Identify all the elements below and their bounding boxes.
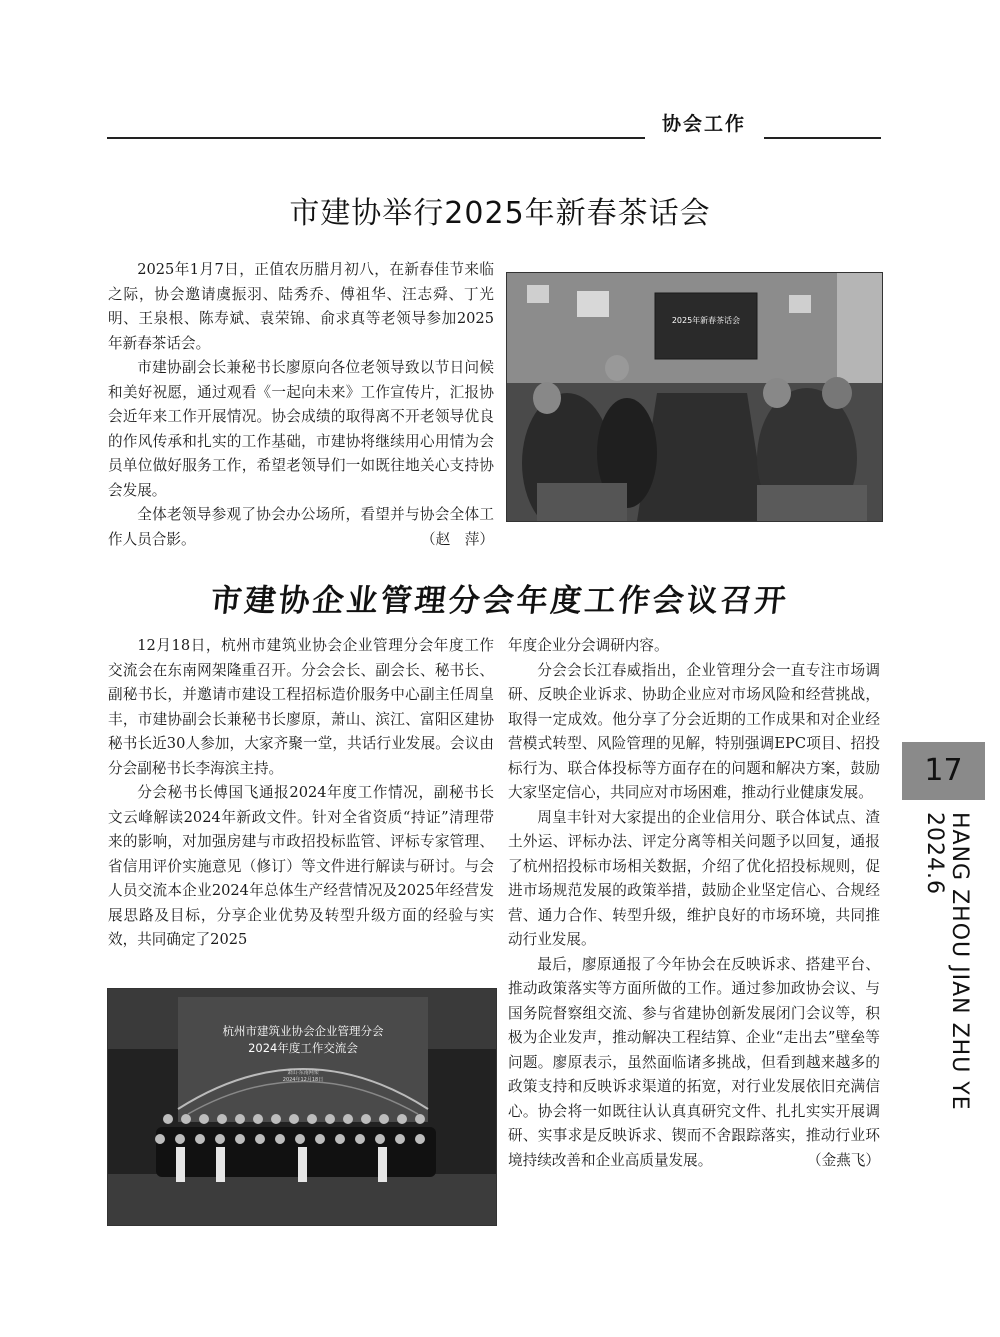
group-screen-title-line1: 杭州市建筑业协会企业管理分会: [222, 1024, 384, 1038]
article2-paragraph-4: 周皇丰针对大家提出的企业信用分、联合体试点、渣土外运、评标办法、评定分离等相关问题予以回复，通报了杭州招投标市场相关数据，介绍了优化招投标规则，促进市场规范发展的政策举措，鼓励企业坚定信心、合规经营、通力合作、转型升级，维护良好的市场环境，共同推动行业发展。: [508, 808, 880, 948]
group-screen-sub-line1: 萧山·东南网架: [287, 1070, 319, 1076]
article1-paragraph-2: 市建协副会长兼秘书长廖原向各位老领导致以节日问候和美好祝愿，通过观看《一起向未来》工作宣传片，汇报协会近年来工作开展情况。协会成绩的取得离不开老领导优良的作风传承和扎实的工作基础，市建协将继续用心用情为会员单位做好服务工作，希望老领导们一如既往地关心支持协会发展。: [108, 359, 494, 499]
article2-left-column: [108, 634, 494, 953]
article1-author: （赵 萍）: [421, 530, 494, 548]
tea-party-photo-scene: [507, 273, 882, 521]
article2-title: 市建协企业管理分会年度工作会议召开: [208, 583, 791, 619]
article2-paragraph-2: 分会秘书长傅国飞通报2024年度工作情况，副秘书长文云峰解读2024年新政文件。针对全省资质“持证”清理带来的影响，对加强房建与市政招投标监管、评标专家管理、省信用评价实施意见（修订）等文件进行解读与研讨。与会人员交流本企业2024年总体生产经营情况及2025年经营发展思路及目标，分享企业优势及转型升级方面的经验与实效，共同确定了2025: [108, 784, 494, 948]
group-screen-sub-line2: 2024年12月18日: [282, 1077, 324, 1083]
article1-paragraph-1: 2025年1月7日，正值农历腊月初八，在新春佳节来临之际，协会邀请虞振羽、陆秀乔、傅祖华、汪志舜、丁光明、王泉根、陈寿斌、袁荣锦、俞求真等老领导参加2025年新春茶话会。: [108, 261, 494, 352]
tea-party-photo: [506, 272, 883, 522]
group-photo: [107, 988, 497, 1226]
article2-author: （金燕飞）: [807, 1151, 880, 1169]
article2-paragraph-5: 最后，廖原通报了今年协会在反映诉求、搭建平台、推动政策落实等方面所做的工作。通过参加政协会议、与国务院督察组交流、参与省建协创新发展闭门会议等，积极为企业发声，推动解决工程结算、企业“走出去”壁垒等问题。廖原表示，虽然面临诸多挑战，但看到越来越多的政策支持和反映诉求渠道的拓宽，对行业发展依旧充满信心。协会将一如既往认认真真研究文件、扎扎实实开展调研、实事求是反映诉求、锲而不舍跟踪落实，推动行业环境持续改善和企业高质量发展。: [508, 955, 880, 1169]
group-photo-scene: [108, 989, 496, 1225]
magazine-vertical-title: HANG ZHOU JIAN ZHU YE 2024.6: [922, 812, 972, 1111]
article2-right-continuation: 年度企业分会调研内容。: [508, 637, 669, 654]
article2-paragraph-3: 分会会长江春威指出，企业管理分会一直专注市场调研、反映企业诉求、协助企业应对市场风险和经营挑战，取得一定成效。他分享了分会近期的工作成果和对企业经营模式转型、风险管理的见解，特别强调EPC项目、招投标行为、联合体投标等方面存在的问题和解决方案，鼓励大家坚定信心，共同应对市场困难，推动行业健康发展。: [508, 661, 880, 801]
article2-paragraph-1: 12月18日，杭州市建筑业协会企业管理分会年度工作交流会在东南网架隆重召开。分会会长、副会长、秘书长、副秘书长，并邀请市建设工程招标造价服务中心副主任周皇丰，市建协副会长兼秘书长廖原，萧山、滨江、富阳区建协秘书长近30人参加，大家齐聚一堂，共话行业发展。会议由分会副秘书长李海滨主持。: [108, 637, 494, 777]
article1-paragraph-3: 全体老领导参观了协会办公场所，看望并与协会全体工作人员合影。: [108, 506, 494, 548]
header-rule-right: [764, 137, 881, 139]
header-rule-left: [107, 137, 645, 139]
article2-right-column: [508, 634, 880, 1173]
article1-title: 市建协举行2025年新春茶话会: [289, 196, 711, 231]
tea-party-screen-title: 2025年新春茶话会: [671, 316, 741, 325]
group-screen-title-line2: 2024年度工作交流会: [248, 1041, 358, 1055]
article1-body: [108, 258, 494, 552]
page-number: 17: [902, 742, 985, 800]
section-label: 协会工作: [661, 113, 746, 135]
